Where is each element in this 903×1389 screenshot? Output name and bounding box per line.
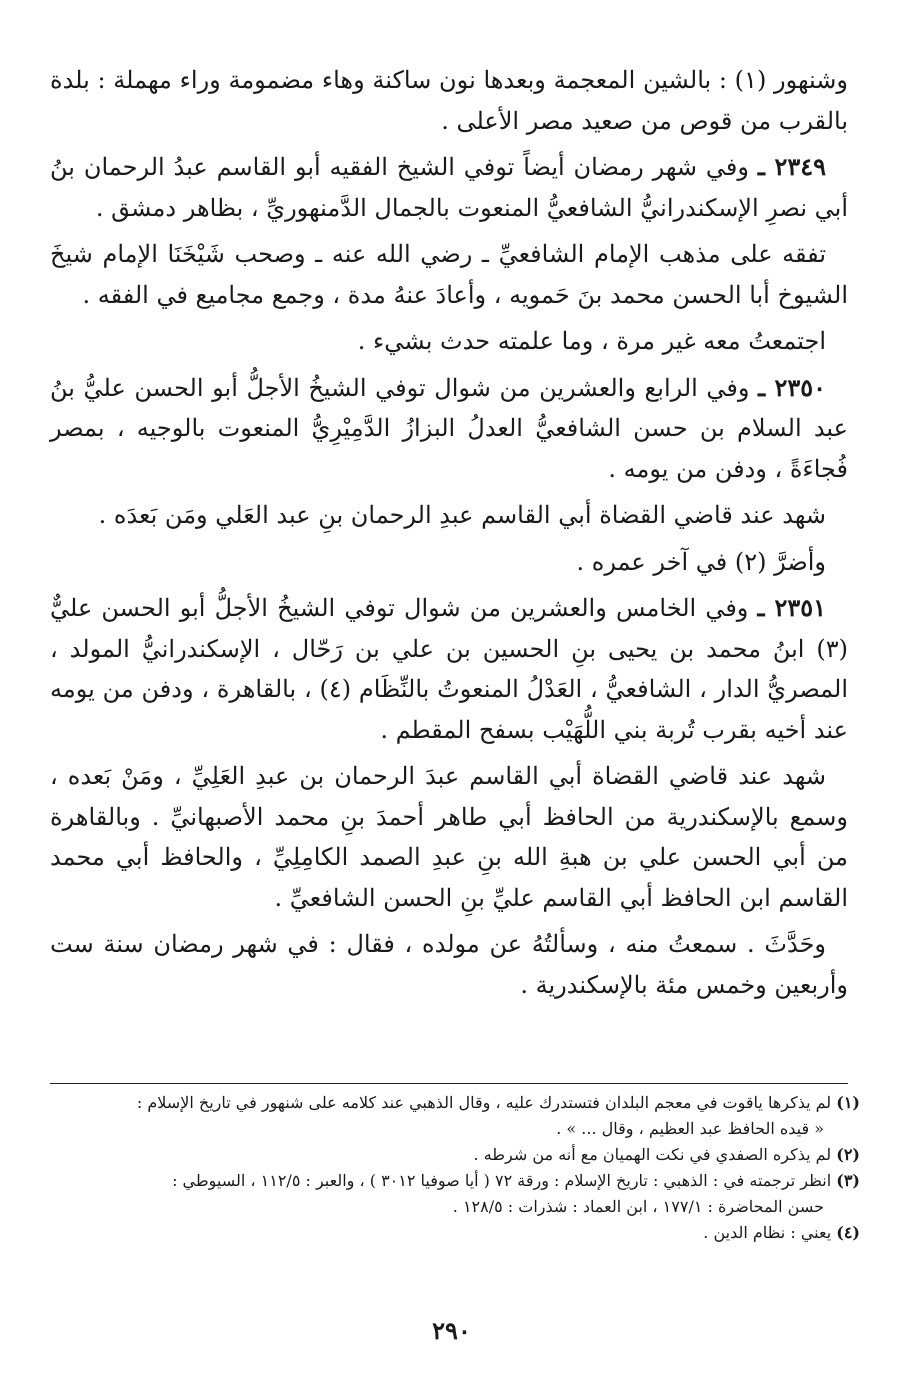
footnote-1: (١) لم يذكرها ياقوت في معجم البلدان فتستدرك عليه ، وقال الذهبي عند كلامه على شنهور في تاريخ الإسلام : xyxy=(136,1093,860,1112)
entry-2351 xyxy=(50,588,848,750)
paragraph-testimony: شهد عند قاضي القضاة أبي القاسم عبدِ الرحمان بنِ عبد العَلي ومَن بَعدَه . xyxy=(98,501,826,529)
entry-number: ٢٣٥١ ـ xyxy=(757,593,826,622)
entry-number: ٢٣٥٠ ـ xyxy=(758,372,826,402)
paragraph-narrated: وحَدَّثَ . سمعتُ منه ، وسألتُهُ عن مولده ، فقال : في شهر رمضان سنة ست وأربعين وخمس مئة بالإسكندرية . xyxy=(50,930,848,999)
paragraph-heard: شهد عند قاضي القضاة أبي القاسم عبدَ الرحمان بن عبدِ العَلِيِّ ، ومَنْ بَعده ، وسمع بالإسكندرية من الحافظ أبي طاهر أحمدَ بنِ محمد الأصبهانيِّ . وبالقاهرة من أبي الحسن علي بن هبةِ الله بنِ عبدِ الصمد الكامِلِيِّ ، والحافظ أبي محمد القاسم ابن الحافظ أبي القاسم عليِّ بنِ الحسن الشافعيِّ . xyxy=(50,762,849,912)
page-number: ٢٩٠ xyxy=(432,1316,471,1345)
entry-number: ٢٣٤٩ ـ xyxy=(757,152,826,181)
footnote-4: (٤) يعني : نظام الدين . xyxy=(703,1223,860,1242)
entry-2349 xyxy=(50,147,848,228)
entry-2350 xyxy=(50,368,848,490)
main-text-body xyxy=(50,60,848,1005)
paragraph-met: اجتمعتُ معه غير مرة ، وما علمته حدث بشيء . xyxy=(357,327,826,355)
footnote-2: (٢) لم يذكره الصفدي في نكت الهميان مع أنه من شرطه . xyxy=(473,1145,860,1164)
footnote-3: (٣) انظر ترجمته في : الذهبي : تاريخ الإسلام : ورقة ٧٢ ( أيا صوفيا ٣٠١٢ ) ، والعبر : ١١٢/٥ ، السيوطي : xyxy=(172,1171,860,1190)
footnotes xyxy=(50,1090,860,1246)
footnote-3-continued: حسن المحاضرة : ١٧٧/١ ، ابن العماد : شذرات : ١٢٨/٥ . xyxy=(452,1197,824,1216)
footnote-1-continued: « قيده الحافظ عبد العظيم ، وقال ... » . xyxy=(556,1119,824,1138)
footnote-separator xyxy=(50,1083,848,1084)
entry-text: وفي الخامس والعشرين من شوال توفي الشيخُ الأجلُّ أبو الحسن عليٌّ (٣) ابنُ محمد بن يحيى بنِ الحسين بن علي بن رَحّال ، الإسكندرانيُّ المولد ، المصريُّ الدار ، الشافعيُّ ، العَدْلُ المنعوتُ بالنِّظَام (٤) ، بالقاهرة ، ودفن من يومه عند أخيه بقرب تُربة بني اللُّهَيْب بسفح المقطم . xyxy=(50,594,848,744)
entry-text: وفي الرابع والعشرين من شوال توفي الشيخُ الأجلُّ أبو الحسن عليُّ بنُ عبد السلام بن حسن الشافعيُّ العدلُ البزازُ الدَّمِيْرِيُّ المنعوت بالوجيه ، بمصر فُجاءَةً ، ودفن من يومه . xyxy=(50,373,848,483)
entry-text: وفي شهر رمضان أيضاً توفي الشيخ الفقيه أبو القاسم عبدُ الرحمان بنُ أبي نصرِ الإسكندرانيُّ الشافعيُّ المنعوت بالجمال الدَّمنهوريِّ ، بظاهر دمشق . xyxy=(50,153,848,222)
paragraph-study: تفقه على مذهب الإمام الشافعيِّ ـ رضي الله عنه ـ وصحب شَيْخَنَا الإمام شيخَ الشيوخ أبا الحسن محمد بنَ حَمويه ، وأعادَ عنهُ مدة ، وجمع مجاميع في الفقه . xyxy=(50,240,848,309)
paragraph-shanhur-note: وشنهور (١) : بالشين المعجمة وبعدها نون ساكنة وهاء مضمومة وراء مهملة : بلدة بالقرب من قوص من صعيد مصر الأعلى . xyxy=(50,66,849,135)
paragraph-blind: وأضرَّ (٢) في آخر عمره . xyxy=(576,547,826,576)
